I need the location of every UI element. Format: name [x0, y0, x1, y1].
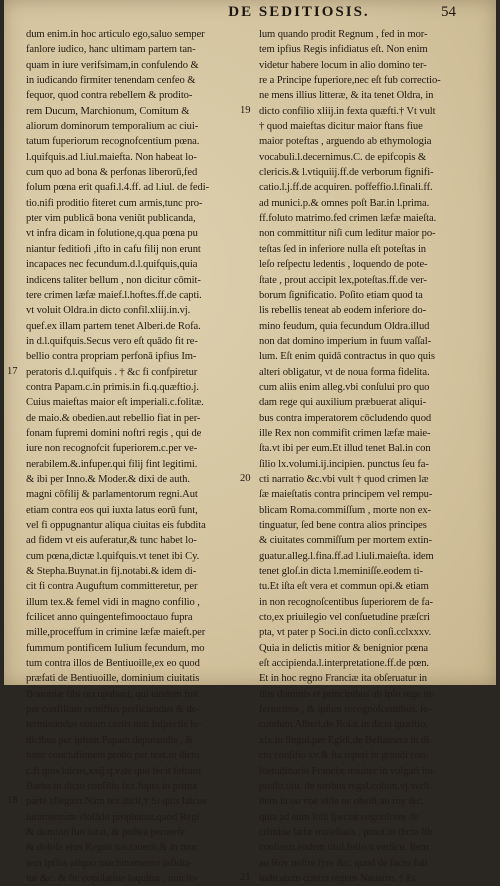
page-header: [4, 4, 496, 28]
line-text: tinguatur, ſed bene contra alios principes: [259, 520, 427, 531]
text-line: [259, 365, 479, 380]
text-line: [26, 196, 246, 211]
line-text: maior poteftas , arguendo ab ethymologia: [259, 136, 432, 148]
line-text: cto,ex priuilegio vel conſuetudine præſcri: [259, 612, 430, 624]
running-head: DE SEDITIOSIS.: [228, 4, 370, 20]
text-line: [240, 871, 479, 886]
line-text: Bononiæ fibi occupabant, qui tandem fuit: [26, 688, 199, 700]
text-line: [26, 88, 246, 103]
text-line: [26, 441, 246, 456]
text-line: [26, 840, 246, 855]
text-line: [259, 88, 479, 103]
text-line: [259, 564, 479, 579]
text-line: [26, 779, 246, 794]
text-line: [259, 119, 479, 134]
line-text: lis rebellis teneat ab eodem inferiore do-: [259, 305, 426, 317]
text-line: [26, 625, 246, 640]
text-line: [26, 42, 246, 57]
line-text: ſæ maieſtatis contra principem vel rempu-: [259, 489, 433, 501]
line-text: lum quando prodit Regnum , fed in mor-: [259, 29, 428, 40]
text-line: [259, 303, 479, 318]
text-line: [26, 426, 246, 441]
text-line: [240, 104, 479, 119]
line-text: ſuetudinario Franciæ nouiter in vulgari im-: [259, 765, 437, 777]
line-text: iuramentum violādo prophanat,quod Regi: [26, 811, 200, 823]
text-line: [26, 733, 246, 748]
line-text: non dat domino imperium in fuum vaſſal-: [259, 335, 432, 347]
line-text: incapaces nec fecundum.d.l.quifquis,quia: [26, 259, 198, 271]
line-text: Quia in delictis mitior & benignior pœna: [259, 642, 429, 654]
line-text: quef.ex illam partem tenet Alberi.de Rofa.: [26, 320, 201, 332]
text-line: [259, 73, 479, 88]
text-line: [26, 579, 246, 594]
line-text: tere crimen læfæ maief.l.hoftes.ff.de capti.: [26, 289, 202, 301]
line-text: quam in iure verifsimam,in confulendo &: [26, 59, 199, 71]
text-line: [259, 257, 479, 272]
line-text: tem ipfius aliquo machinamento infidia-: [26, 857, 193, 869]
line-text: borum ſignificatio. Poſito etiam quod ta: [259, 289, 423, 301]
text-line: [26, 671, 246, 686]
text-line: [259, 226, 479, 241]
line-text: in d.l.quifquis.Secus vero eſt quādo fit re-: [26, 335, 198, 347]
text-line: [26, 150, 246, 165]
line-text: tum contra illos de Bentiuoille,ex eo quod: [26, 658, 200, 670]
line-text: tio.nifi proditio fiteret cum armis,tunc pro-: [26, 197, 203, 209]
text-line: [259, 595, 479, 610]
text-line: [26, 226, 246, 241]
text-line: [26, 610, 246, 625]
line-text: preſſo,titu. de iuribus regal.colum.vj.verſi.: [259, 780, 432, 792]
line-text: c.fi quis laicus,xxij.q.v.de quo fecit feftum: [26, 765, 201, 777]
text-line: [26, 717, 246, 732]
text-line: [259, 487, 479, 502]
line-text: fanlore iudico, hanc ultimam partem tan-: [26, 44, 196, 56]
text-line: [26, 257, 246, 272]
line-text: vt voluit Oldra.in dicto confil.xliij.in.vj.: [26, 305, 191, 317]
line-text: cti narratio &c.vbi vult † quod crimen læ: [259, 473, 429, 485]
line-text: Et in hoc regno Franciæ ita obſeruatur in: [259, 673, 428, 685]
line-text: per confilium remiffus perficiendus & de-: [26, 704, 200, 716]
line-text: crimine læſæ maieſtatis , prout in dicto lib.: [259, 826, 435, 838]
line-text: etiam contra eos qui iuxta latus eorū funt,: [26, 504, 198, 516]
text-line: [259, 319, 479, 334]
margin-number: 20: [240, 472, 251, 484]
line-text: teſtas ſed in inferiore nulla eſt poteſtas in: [259, 243, 427, 255]
text-line: [259, 856, 479, 871]
text-line: [259, 349, 479, 364]
line-text: ſta.vt ibi per eum.Et illud tenet Bal.in con: [259, 443, 431, 455]
text-line: [26, 349, 246, 364]
margin-number: 18: [7, 795, 18, 807]
line-text: iſtis dominis et principibus ab ipſo rege in-: [259, 688, 435, 700]
text-line: [26, 380, 246, 395]
text-line: [26, 411, 246, 426]
text-line: [26, 702, 246, 717]
line-text: in iudicando firmiter tenendam cenfeo &: [26, 75, 196, 87]
text-line: [259, 27, 479, 42]
text-line: [259, 717, 479, 732]
text-line: [7, 794, 246, 809]
line-text: præfati de Bentiuoille, dominium ciuitatis: [26, 673, 200, 685]
text-line: [259, 58, 479, 73]
text-line: [26, 472, 246, 487]
line-text: ille Rex non commifit crimen læfæ maie-: [259, 427, 431, 439]
text-line: [259, 810, 479, 825]
line-text: l.quifquis.ad l.iul.maiefta. Non habeat lo-: [26, 151, 197, 163]
line-text: ferioribus , & ipſum recognoſcentibus, ſe-: [259, 704, 432, 716]
line-text: conſuetu.eodem titul.folio.v.verſicu. Item: [259, 842, 429, 854]
line-text: guatur.alleg.l.fina.ff.ad l.iuli.maieſta. idem: [259, 550, 434, 562]
text-line: [26, 27, 246, 42]
text-line: [26, 104, 246, 119]
text-line: [26, 533, 246, 548]
text-line: [259, 273, 479, 288]
line-text: tu.Et iſta eſt vera et commun opi.& etiam: [259, 581, 429, 593]
line-text: fequor, quod contra rebellem & prodito-: [26, 90, 193, 102]
text-line: [26, 564, 246, 579]
text-line: [259, 549, 479, 564]
line-text: ſilio lx.volumi.ij.incipien. punctus ſeu fa-: [259, 458, 429, 470]
text-line: [26, 58, 246, 73]
text-line: [259, 134, 479, 149]
text-line: [26, 457, 246, 472]
line-text: & Stepha.Buynat.in fij.notabi.& idem di-: [26, 566, 197, 578]
line-text: dicto confilio xliij.in fexta quæfti.† Vt vult: [259, 105, 436, 117]
text-line: [259, 794, 479, 809]
line-text: folum pœna erit quafi.l.4.ff. ad l.iul. de fedi-: [26, 182, 209, 194]
line-text: tem ipfius Regis infidiatus eſt. Non enim: [259, 44, 428, 56]
text-line: [26, 871, 246, 886]
line-text: fonam fupremi domini noftri regis , qui de: [26, 427, 202, 439]
line-text: ne mens illius litteræ, & ita tenet Oldra, in: [259, 90, 434, 102]
line-text: cum quo ad bona & perfonas liberorū,fed: [26, 167, 198, 179]
text-line: [259, 180, 479, 195]
line-text: bellio contra propriam perfonā ipfius Im-: [26, 351, 197, 363]
line-text: cto conſilio xv.& ita reperi in grandi con-: [259, 750, 429, 762]
text-line: [259, 702, 479, 717]
line-text: cum pœna,dictæ l.quifquis.vt tenet ibi Cy.: [26, 550, 200, 562]
line-text: ad munici.p.& omnes poſt Bar.in l.prima.: [259, 197, 430, 209]
text-line: [26, 303, 246, 318]
line-text: pta, vt pater p Soci.in dicto conſi.cclxxxv.: [259, 627, 432, 639]
text-line: [26, 503, 246, 518]
text-line: [259, 625, 479, 640]
text-line: [26, 595, 246, 610]
line-text: xix.in ſingul.per Egidi,de Bellamera in di: [259, 734, 429, 746]
line-text: cit fi contra Auguftum committeretur, per: [26, 581, 198, 593]
line-text: dam rege qui auxilium præbuerat aliqui-: [259, 397, 427, 409]
text-line: [26, 810, 246, 825]
text-line: [259, 518, 479, 533]
text-line: [26, 549, 246, 564]
line-text: videtur habere locum in alio domino ter-: [259, 59, 427, 71]
book-page: [4, 0, 496, 884]
text-line: [259, 610, 479, 625]
line-text: contra Papam.c.in primis.in fi.q.quæftio.j.: [26, 381, 199, 393]
text-line: [26, 748, 246, 763]
line-text: pter vim publicā bona veniūt publicanda,: [26, 213, 196, 225]
text-line: [26, 165, 246, 180]
text-line: [259, 395, 479, 410]
line-text: fummum pontificem Iulium fecundum, mo: [26, 642, 205, 654]
text-line: [259, 411, 479, 426]
text-line: [259, 457, 479, 472]
line-text: tur &c. & fic copulatiue loquitur , non fo-: [26, 872, 199, 884]
line-text: & dolofe eius Regnū tractauerit,& in mor: [26, 842, 198, 854]
line-text: & ibi per Inno.& Moder.& dixi de auth.: [26, 473, 190, 485]
line-text: magni cōfilij & parlamentorum regni.Aut: [26, 489, 198, 501]
line-text: Cuius maieftas maior eſt imperiali.c.folitæ.: [26, 397, 204, 409]
text-line: [26, 518, 246, 533]
text-line: [26, 856, 246, 871]
line-text: ff.foluto matrimo.fed crimen læfæ maieſta.: [259, 213, 437, 225]
text-line: [259, 334, 479, 349]
line-text: in non recognoſcentibus ſuperiorem de fa-: [259, 596, 433, 608]
text-line: [259, 165, 479, 180]
margin-number: 19: [240, 104, 251, 116]
line-text: dicibus per ipfum Papam deputandis , &: [26, 734, 194, 746]
text-line: [26, 641, 246, 656]
text-line: [26, 180, 246, 195]
right-text-column: [240, 27, 479, 884]
text-line: [259, 764, 479, 779]
line-text: au Roy noſtre ſyre &c. quod de facto fuit: [259, 857, 428, 869]
line-text: tatum fuperiorum recognofcentium pœna.: [26, 136, 200, 148]
text-line: [26, 319, 246, 334]
margin-number: 21: [240, 871, 251, 883]
line-text: lum. Eſt enim quidā contractus in quo quis: [259, 351, 435, 363]
line-text: cundum Alberi,de Roſat.in dicta quæſtio.: [259, 719, 428, 731]
line-text: clericis.& l.vtiquiij.ff.de verborum fignifi-: [259, 167, 434, 179]
text-line: [26, 825, 246, 840]
text-line: [259, 42, 479, 57]
text-line: [259, 242, 479, 257]
line-text: fcilicet anno quingentefimooctauo fupra: [26, 612, 193, 624]
line-text: vocabuli.l.decernimus.C. de epifcopis &: [259, 151, 427, 163]
line-text: rem Ducum, Marchionum, Comitum &: [26, 105, 190, 117]
text-line: [259, 641, 479, 656]
line-text: leſo reſpectu ledentis , loquendo de pote-: [259, 259, 428, 271]
text-line: [259, 288, 479, 303]
text-line: [259, 825, 479, 840]
text-line: [26, 211, 246, 226]
line-text: item ia ou vne ville ne obeiſt au roy &c.: [259, 796, 424, 808]
text-line: [26, 395, 246, 410]
text-line: [259, 840, 479, 855]
text-line: [259, 733, 479, 748]
line-text: aliorum dominorum temporalium ac ciui-: [26, 121, 199, 133]
line-text: vt infra dicam in folutione,q.qua pœna pu: [26, 228, 198, 240]
line-text: cum aliis enim alleg.vbi conſului pro quo: [259, 381, 430, 393]
margin-number: 17: [7, 365, 18, 377]
text-line: [26, 764, 246, 779]
text-line: [259, 748, 479, 763]
line-text: terminandus coram certis non fufpectis iu-: [26, 719, 202, 731]
line-text: quia ad eum ſolū ſpectat cognoſcere de: [259, 811, 419, 823]
line-text: mille,proceffum in crimine læfæ maieft.per: [26, 627, 206, 639]
text-line: [26, 487, 246, 502]
line-text: non committitur niſi cum leditur maior po-: [259, 228, 436, 240]
text-line: [259, 150, 479, 165]
line-text: indicens taliter bellum , non dicitur cōmit-: [26, 274, 201, 286]
line-text: re a Principe fuperiore,nec eſt fub correctio-: [259, 75, 441, 87]
line-text: iure non recognofcit fuperiorem.c.per ve-: [26, 443, 198, 455]
text-line: [7, 365, 246, 380]
line-text: & ciuitates commiſſum per mortem extin-: [259, 535, 432, 547]
text-line: [259, 196, 479, 211]
line-text: ſtate , prout accipit lex,poteſtas.ff.de ver-: [259, 274, 427, 286]
text-line: [26, 73, 246, 88]
line-text: parte allegato.Nam tex.dicit,† Si quis laicus: [26, 796, 207, 808]
text-line: [26, 119, 246, 134]
line-text: eſt accipienda.l.interpretatione.ff.de pœn.: [259, 658, 429, 670]
line-text: bus contra imperatorem cōcludendo quod: [259, 412, 432, 424]
text-line: [26, 273, 246, 288]
line-text: illum tex.& femel vidi in magno confilio ,: [26, 596, 200, 608]
line-text: tenet gloſ.in dicta l.meminiſſe.eodem ti-: [259, 566, 423, 578]
text-line: [240, 472, 479, 487]
text-line: [259, 656, 479, 671]
line-text: niantur feditiofi ,ifto in cafu filij non erunt: [26, 243, 201, 255]
line-text: vel fi oppugnantur aliqua ciuitas eis fubdita: [26, 520, 206, 531]
text-line: [26, 334, 246, 349]
text-line: [26, 288, 246, 303]
line-text: catio.l.j.ff.de acquiren. poffeffio.l.finali.ff.: [259, 182, 433, 194]
text-line: [259, 687, 479, 702]
text-line: [259, 211, 479, 226]
line-text: blicam Roma.commiſſum , morte non ex-: [259, 504, 431, 516]
line-text: & domino fuo iurat, & poftea peruerfe: [26, 826, 185, 838]
text-line: [259, 503, 479, 518]
text-line: [26, 656, 246, 671]
line-text: † quod maieftas dicitur maior ftans fiue: [259, 121, 423, 133]
line-text: ad fidem vt eis auferatur,& tunc habet lo-: [26, 535, 197, 547]
text-line: [259, 380, 479, 395]
line-text: de maio.& obedien.aut rebellio fiat in per-: [26, 412, 201, 424]
text-line: [259, 579, 479, 594]
line-text: alteri obligatur, vt de noua forma fidelita.: [259, 366, 430, 378]
line-text: peratoris d.l.quifquis . † &c fi confpiretur: [26, 366, 198, 378]
line-text: dum enim.in hoc articulo ego,saluo semper: [26, 29, 205, 40]
text-line: [259, 441, 479, 456]
text-line: [259, 779, 479, 794]
text-line: [26, 242, 246, 257]
line-text: nerabilem.&.infuper.qui filij fint legitimi.: [26, 458, 198, 470]
text-line: [26, 134, 246, 149]
text-line: [259, 671, 479, 686]
page-number: 54: [441, 4, 456, 20]
line-text: Barba.in dicto confilio lxx.fupra in prima: [26, 780, 197, 792]
line-text: iudicatum contra regem Nauarre. † Et: [259, 872, 416, 884]
text-line: [259, 533, 479, 548]
line-text: hanc conclufionem probo per text.in dicto: [26, 750, 200, 762]
text-line: [26, 687, 246, 702]
text-line: [259, 426, 479, 441]
line-text: mino feudum, quia fecundum Oldra.illud: [259, 320, 430, 332]
